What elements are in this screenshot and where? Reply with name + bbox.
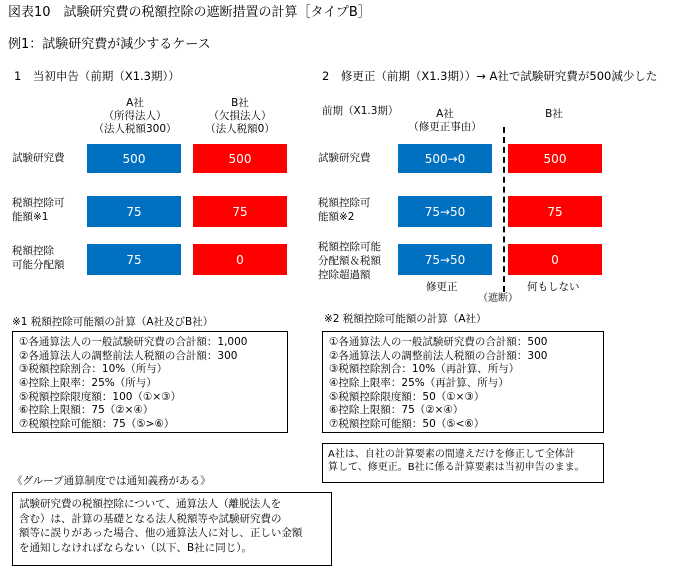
right-row-label — [318, 151, 371, 165]
left-row-label-line: 可能分配額 — [12, 259, 65, 272]
right-b-value-box: 0 — [508, 244, 602, 275]
right-b-value-box: 75 — [508, 196, 602, 227]
right-a-value-box: 500→0 — [398, 144, 492, 173]
note2-line: ①各通算法人の一般試験研究費の合計額：500 — [329, 336, 548, 348]
left-col-b-line: B社 — [231, 97, 249, 109]
note2-box — [322, 331, 604, 433]
left-col-a-line: A社 — [126, 97, 144, 109]
left-col-a-line: （法人税額300） — [93, 123, 177, 136]
left-a-value-box: 500 — [87, 144, 181, 173]
left-a-value-box: 75 — [87, 244, 181, 275]
note2-line: ⑤税額控除限度額：50（①×③） — [329, 390, 485, 403]
left-col-a-line: （所得法人） — [103, 110, 167, 123]
note1-line: ⑥控除上限額：75（②×④） — [19, 404, 154, 417]
left-col-b-header — [195, 97, 285, 136]
left-row-label — [12, 244, 65, 272]
duty-line: 試験研究費の税額控除について、通算法人（離脱法人を — [19, 498, 282, 510]
right-section-heading: 2 修更正（前期（X1.3期））→ A社で試験研究費が500減少した — [322, 69, 658, 83]
note1-line: ①各通算法人の一般試験研究費の合計額：1,000 — [19, 336, 248, 348]
right-a-value-box: 75→50 — [398, 244, 492, 275]
note2-line: ②各通算法人の調整前法人税額の合計額：300 — [329, 349, 548, 362]
note2-line: ⑥控除上限額：75（②×④） — [329, 404, 464, 417]
note1-heading: ※1 税額控除可能額の計算（A社及びB社） — [12, 316, 214, 328]
right-col-b-header — [509, 108, 599, 121]
duty-line: を通知しなければならない（以下、B社に同じ）。 — [19, 542, 252, 555]
duty-line: 含む）は、計算の基礎となる法人税額等や試験研究費の — [19, 512, 282, 525]
cutoff-dashed-line — [503, 127, 505, 292]
cutoff-label: （遮断） — [478, 293, 518, 304]
right-col-a-line: （修更正事由） — [408, 121, 482, 134]
right-row-label-line: 税額控除可能 — [318, 241, 381, 253]
left-b-value-box: 500 — [193, 144, 287, 173]
note1-box — [12, 331, 288, 433]
note2-line: ④控除上限率：25%（再計算、所与） — [329, 376, 509, 389]
left-row-label-line: 能額※1 — [12, 211, 49, 224]
right-col-a-header — [400, 108, 490, 134]
left-row-label — [12, 196, 65, 224]
right-row-label — [318, 196, 371, 224]
a-footnote-label: 修更正 — [426, 281, 458, 293]
duty-box — [12, 492, 332, 566]
right-row-label-line: 控除超過額 — [318, 269, 371, 282]
right-a-value-box: 75→50 — [398, 196, 492, 227]
left-b-value-box: 75 — [193, 196, 287, 227]
b-footnote-label: 何もしない — [527, 281, 580, 293]
note1-line: ④控除上限率：25%（所与） — [19, 376, 157, 389]
note1-line: ⑦税額控除可能額：75（⑤>⑥） — [19, 417, 175, 430]
right-col-a-line: A社 — [436, 108, 454, 120]
note2-heading: ※2 税額控除可能額の計算（A社） — [324, 313, 487, 325]
note1-line: ②各通算法人の調整前法人税額の合計額：300 — [19, 349, 238, 362]
note1-line: ⑤税額控除限度額：100（①×③） — [19, 390, 182, 403]
left-a-value-box: 75 — [87, 196, 181, 227]
right-row-label-line: 税額控除可 — [318, 197, 371, 209]
right-b-value-box: 500 — [508, 144, 602, 173]
left-row-label-line: 税額控除 — [12, 245, 54, 257]
left-row-label-line: 税額控除可 — [12, 197, 65, 209]
example-subtitle: 例1：試験研究費が減少するケース — [8, 37, 211, 52]
note2-line: ⑦税額控除可能額：50（⑤<⑥） — [329, 417, 485, 430]
left-col-b-line: （欠損法人） — [208, 110, 272, 123]
note2-line: ③税額控除割合：10%（再計算、所与） — [329, 363, 520, 376]
note3-line: A社は、自社の計算要素の間違えだけを修正して全体計 — [328, 449, 575, 460]
period-label: 前期（X1.3期） — [322, 105, 399, 117]
duty-heading: 《グループ通算制度では通知義務がある》 — [12, 475, 211, 487]
left-b-value-box: 0 — [193, 244, 287, 275]
right-row-label-line: 分配額＆税額 — [318, 255, 381, 268]
note3-box — [322, 443, 604, 483]
left-section-heading: 1 当初申告（前期（X1.3期）） — [14, 69, 180, 83]
left-row-label — [12, 151, 65, 165]
note1-line: ③税額控除割合：10%（所与） — [19, 363, 168, 376]
figure-title: 図表10 試験研究費の税額控除の遮断措置の計算［タイプB］ — [8, 5, 371, 20]
left-row-label-line: 試験研究費 — [12, 152, 65, 164]
right-row-label — [318, 240, 381, 283]
note3-line: 算して、修更正。B社に係る計算要素は当初申告のまま。 — [328, 462, 585, 473]
right-col-b-line: B社 — [545, 108, 563, 120]
duty-line: 額等に誤りがあった場合、他の通算法人に対し、正しい金額 — [19, 527, 303, 540]
right-row-label-line: 試験研究費 — [318, 152, 371, 164]
left-col-b-line: （法人税額0） — [205, 123, 275, 136]
right-row-label-line: 能額※2 — [318, 211, 355, 224]
left-col-a-header — [90, 97, 180, 136]
